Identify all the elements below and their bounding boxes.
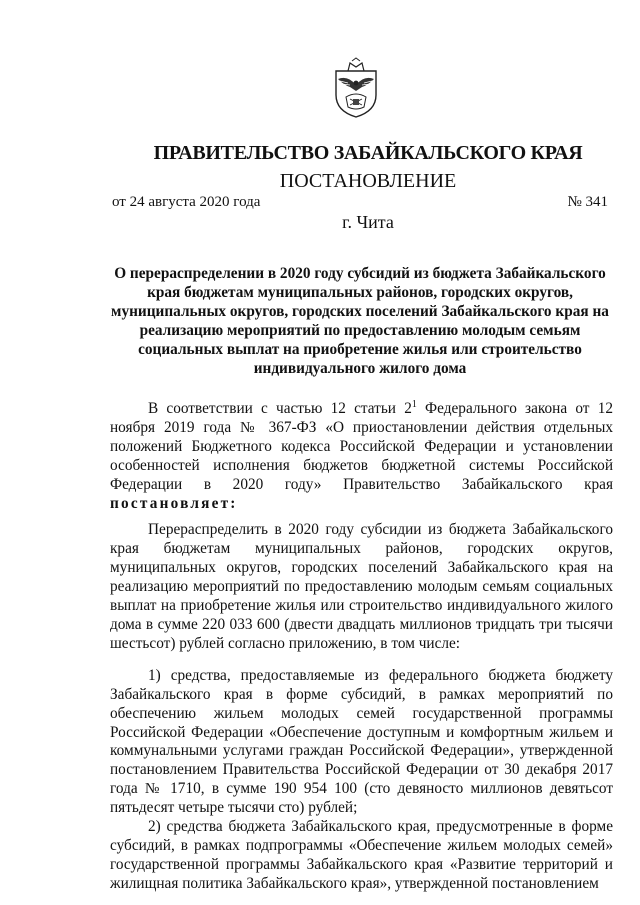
paragraph-main: Перераспределить в 2020 году субсидии из бюджета Забайкальского края бюджетам муниципальных районов, городских округов, муниципальных округов, городских поселений Забайкальского края на реализацию мероприятий по предоставлению молодым семьям социальных выплат на приобретение жилья или строительство индивидуального жилого дома в сумме 220 033 600 (двести двадцать миллионов тридцать три тысячи шестьсот) рублей согласно приложению, в том числе: xyxy=(110,521,613,652)
document-city: г. Чита xyxy=(342,212,394,232)
document-title: О перераспределении в 2020 году субсидий из бюджета Забайкальского края бюджетам муниципальных районов, городских округов, муниципальных округов, городских поселений Забайкальского края на реализацию мероприятий по предоставлению молодым семьям социальных выплат на приобретение жилья или строительство индивидуального жилого дома xyxy=(111,265,609,377)
coat-of-arms-icon xyxy=(328,57,384,119)
paragraph-item-1: 1) средства, предоставляемые из федерального бюджета бюджету Забайкальского края в форме субсидий, в рамках мероприятий по обеспечению жильем молодых семей государственной программы Российской Федерации «Обеспечение доступным и комфортным жильем и коммунальными услугами граждан Российской Федерации», утвержденной постановлением Правительства Российской Федерации от 30 декабря 2017 года № 1710, в сумме 190 954 100 (сто девяносто миллионов девятьсот пятьдесят четыре тысячи сто) рублей; xyxy=(110,666,613,817)
document-number: № 341 xyxy=(567,194,608,210)
document-body xyxy=(110,396,613,894)
paragraph-item-2: 2) средства бюджета Забайкальского края, предусмотренные в форме субсидий, в рамках подпрограммы «Обеспечение жильем молодых семей» государственной программы Забайкальского края «Развитие территорий и жилищная политика Забайкальского края», утвержденной постановлением xyxy=(110,818,613,892)
organization-name: ПРАВИТЕЛЬСТВО ЗАБАЙКАЛЬСКОГО КРАЯ xyxy=(153,142,583,164)
document-date: от 24 августа 2020 года xyxy=(112,194,261,210)
paragraph-preamble: В соответствии с частью 12 статьи $2^1$ Федерального закона от 12 ноября 2019 года № 367-ФЗ «О приостановлении действия отдельных положений Бюджетного кодекса Российской Федерации и установлении особенностей исполнения бюджетов бюджетной системы Российской Федерации в 2020 году» Правительство Забайкальского края постановляет: xyxy=(110,399,613,512)
resolution-keyword: постановляет: xyxy=(110,494,238,512)
document-type: ПОСТАНОВЛЕНИЕ xyxy=(279,170,457,192)
superscript: 1 xyxy=(411,399,417,410)
